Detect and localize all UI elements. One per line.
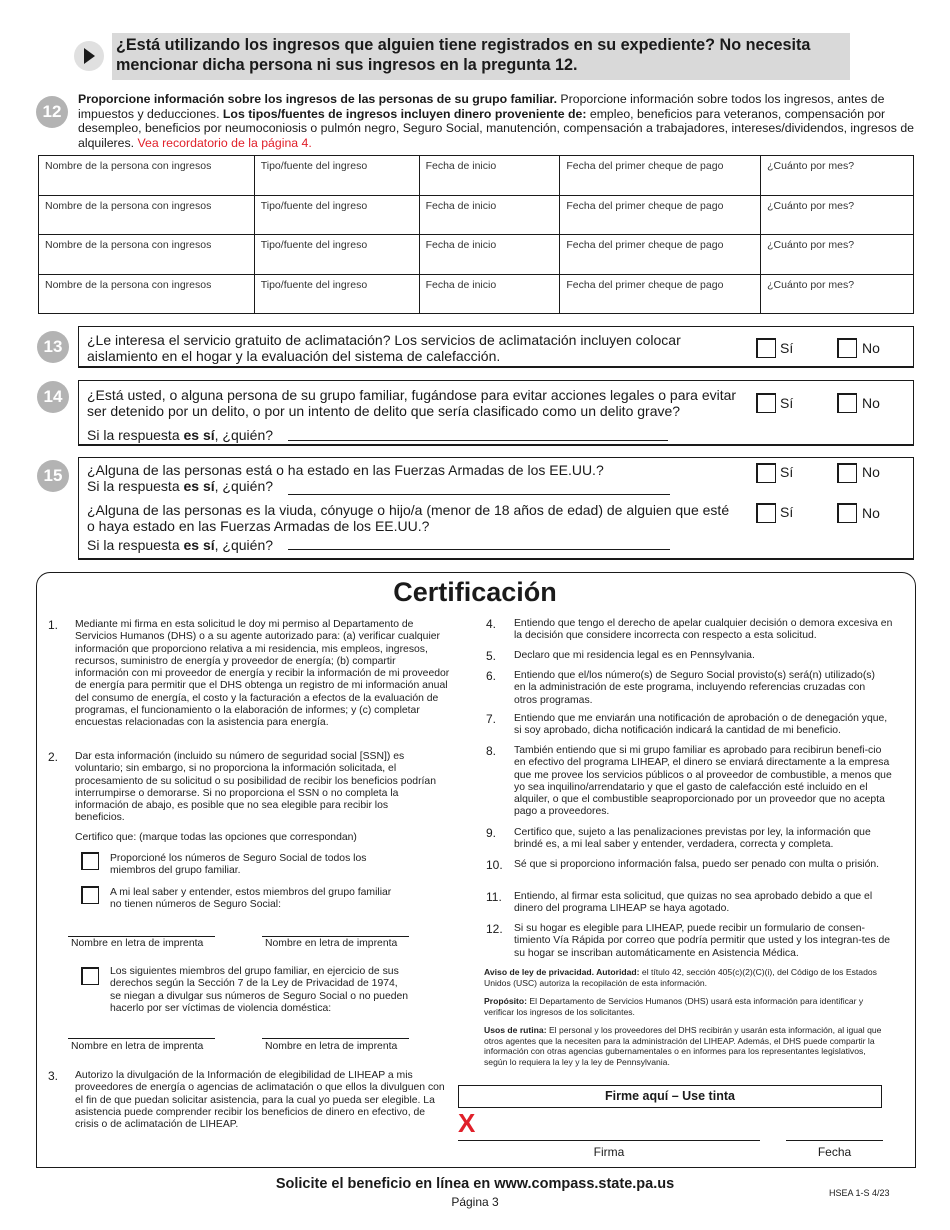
no-ssn-checkbox[interactable] bbox=[81, 886, 99, 904]
q13-no-checkbox[interactable] bbox=[837, 338, 857, 358]
apply-online-text: Solicite el beneficio en línea en www.compass.state.pa.us bbox=[275, 1176, 675, 1192]
q15a-yes-checkbox[interactable] bbox=[756, 463, 776, 483]
q14-no-checkbox[interactable] bbox=[837, 393, 857, 413]
cert-item-4: Entiendo que tengo el derecho de apelar cualquier decisión o demora excesiva en la decisión que considere incorrecta con respecto a esta solicitud. bbox=[514, 618, 893, 642]
income-table-cell[interactable]: Tipo/fuente del ingreso bbox=[254, 235, 419, 275]
q15b-text: ¿Alguna de las personas es la viuda, cónyuge o hijo/a (menor de 18 años de edad) de alguien que esté o haya estado en las Fuerzas Armadas de los EE.UU.? bbox=[87, 502, 730, 534]
cert-item-8: También entiendo que si mi grupo familiar es aprobado para recibirun benefi-cio en efectivo del programa LIHEAP, el dinero se enviará directamente a la empresa que me provee los servicios públicos o al proveedor de combustible, a menos que yo sea inquilino/arrendatario y que el gasto de calefacción esté incluido en el alquiler, o que el combustible seaproporcionado por un proveedor que no acepta pago a proveedores. bbox=[514, 745, 892, 818]
page-number: Página 3 bbox=[451, 1195, 499, 1209]
table-row bbox=[39, 235, 914, 275]
question-number-15: 15 bbox=[37, 460, 69, 492]
purpose-notice: Propósito: El Departamento de Servicios Humanos (DHS) usará esta información para identificar y verificar los ingresos de los solicitantes. bbox=[484, 996, 864, 1017]
income-table-cell[interactable]: Tipo/fuente del ingreso bbox=[254, 195, 419, 235]
income-table-cell[interactable]: Fecha del primer cheque de pago bbox=[560, 235, 761, 275]
q15b-yes-checkbox[interactable] bbox=[756, 503, 776, 523]
cert-item-11: Entiendo, al firmar esta solicitud, que quizas no sea aprobado debido a que el dinero del programa LIHEAP se haya agotado. bbox=[514, 891, 873, 915]
cert-item-10: Sé que si proporciono información falsa, puedo ser penado con multa o prisión. bbox=[514, 859, 880, 870]
no-ssn-text: A mi leal saber y entender, estos miembros del grupo familiar no tienen números de Seguro Social: bbox=[110, 887, 392, 911]
cert-item-number: 1. bbox=[48, 618, 59, 632]
cert-item-number: 5. bbox=[486, 649, 497, 663]
cert-item-1: Mediante mi firma en esta solicitud le doy mi permiso al Departamento de Servicios Humanos (DHS) o a su agente autorizado para: (a) verificar cualquier información que proporciono relativa a mi residencia, mis empleos, ingresos, recursos, suministro de energía y proveedor de energía; (b) compartir información con mi proveedor de energía y recibir la información de mi proveedor de energía para permitir que el DHS obtenga un registro de mi información anual del consumo de energía, el costo y la facturación a efectos de la evaluación de programas, el funcionamiento o la elaboración de informes; y (c) completar encuestas relacionadas con la asistencia para energía. bbox=[75, 619, 450, 729]
q15a-no-label: No bbox=[862, 464, 880, 480]
cert-item-number: 4. bbox=[486, 617, 497, 631]
table-row bbox=[39, 156, 914, 196]
print-name-label: Nombre en letra de imprenta bbox=[265, 1041, 398, 1052]
q15a-yes-label: Sí bbox=[780, 464, 794, 480]
question-number-12: 12 bbox=[36, 96, 68, 128]
q14-who-input[interactable] bbox=[288, 440, 668, 441]
cert-item-number: 11. bbox=[486, 890, 502, 904]
cert-item-2: Dar esta información (incluido su número de seguridad social [SSN]) es voluntario; sin embargo, si no proporciona la información solicitada, el procesamiento de su solicitud o su posibilidad de recibir los beneficios podrían interrumpirse o demorarse. Si no proporciona el SSN o no completa la información de abajo, es posible que no sea elegible para recibir los beneficios. bbox=[75, 751, 436, 824]
cert-item-number: 9. bbox=[486, 826, 497, 840]
income-table-cell[interactable]: Nombre de la persona con ingresos bbox=[39, 274, 255, 314]
cert-item-number: 8. bbox=[486, 744, 497, 758]
date-label: Fecha bbox=[817, 1145, 852, 1159]
income-table-cell[interactable]: Fecha de inicio bbox=[419, 156, 560, 196]
q15b-no-label: No bbox=[862, 505, 880, 521]
sign-here-banner: Firme aquí – Use tinta bbox=[458, 1085, 882, 1108]
signature-x-mark: X bbox=[458, 1108, 476, 1138]
question-number-13: 13 bbox=[37, 331, 69, 363]
print-name-label: Nombre en letra de imprenta bbox=[71, 938, 204, 949]
income-table-cell[interactable]: Fecha de inicio bbox=[419, 235, 560, 275]
cert-item-9: Certifico que, sujeto a las penalizaciones previstas por ley, la información que brindé es, a mi leal saber y entender, verdadera, correcta y completa. bbox=[514, 827, 871, 851]
question-number-14: 14 bbox=[37, 381, 69, 413]
date-input[interactable] bbox=[786, 1140, 883, 1141]
income-table-cell[interactable]: Fecha del primer cheque de pago bbox=[560, 156, 761, 196]
q13-yes-checkbox[interactable] bbox=[756, 338, 776, 358]
cert-item-5: Declaro que mi residencia legal es en Pennsylvania. bbox=[514, 650, 755, 661]
q15b-yes-label: Sí bbox=[780, 504, 794, 520]
income-on-file-notice: ¿Está utilizando los ingresos que alguien tiene registrados en su expediente? No necesita mencionar dicha persona ni sus ingresos en la pregunta 12. bbox=[112, 33, 850, 80]
income-table-cell[interactable]: Tipo/fuente del ingreso bbox=[254, 156, 419, 196]
q15a-who-input[interactable] bbox=[288, 494, 670, 495]
routine-uses-notice: Usos de rutina: El personal y los proveedores del DHS recibirán y usarán esta información, al igual que otros agentes que la necesiten para la administración del LIHEAP. Además, el DHS puede compartir la información con otras agencias gubernamentales o en informes para los representantes legislativos, según lo requiera la ley y la ley de Pennsylvania. bbox=[484, 1025, 882, 1067]
q13-no-label: No bbox=[862, 340, 880, 356]
cert-item-number: 3. bbox=[48, 1069, 59, 1083]
income-table-cell[interactable]: Fecha de inicio bbox=[419, 274, 560, 314]
table-row bbox=[39, 195, 914, 235]
ssn-provided-text: Proporcioné los números de Seguro Social de todos los miembros del grupo familiar. bbox=[110, 853, 367, 877]
cert-item-number: 12. bbox=[486, 922, 503, 936]
income-table-cell[interactable]: Fecha del primer cheque de pago bbox=[560, 274, 761, 314]
print-name-label: Nombre en letra de imprenta bbox=[71, 1041, 204, 1052]
cert-item-number: 2. bbox=[48, 750, 59, 764]
ssn-provided-checkbox[interactable] bbox=[81, 852, 99, 870]
q14-no-label: No bbox=[862, 395, 880, 411]
income-table-cell[interactable]: ¿Cuánto por mes? bbox=[761, 235, 914, 275]
cert-item-6: Entiendo que el/los número(s) de Seguro Social provisto(s) será(n) utilizado(s) en la administración de este programa, incluyendo referencias cruzadas con otros programas. bbox=[514, 670, 875, 706]
q13-text: ¿Le interesa el servicio gratuito de aclimatación? Los servicios de aclimatación incluyen colocar aislamiento en el hogar y la evaluación del sistema de calefacción. bbox=[87, 332, 681, 364]
cert-item-12: Si su hogar es elegible para LIHEAP, puede recibir un formulario de consen-timiento Vía Rápida por correo que podría permitir que usted y los integran-tes de su hogar se inscriban automáticamente en Asistencia Médica. bbox=[514, 923, 891, 959]
print-name-line[interactable] bbox=[262, 1038, 409, 1039]
privacy-notice: Aviso de ley de privacidad. Autoridad: el título 42, sección 405(c)(2)(C)(i), del Código de los Estados Unidos (USC) autoriza la recopilación de esta información. bbox=[484, 967, 877, 988]
reminder-link[interactable]: Vea recordatorio de la página 4. bbox=[137, 135, 312, 150]
q15b-no-checkbox[interactable] bbox=[837, 503, 857, 523]
certification-title: Certificación bbox=[393, 577, 557, 607]
certify-instructions: Certifico que: (marque todas las opciones que correspondan) bbox=[75, 832, 357, 843]
income-table-cell[interactable]: Fecha del primer cheque de pago bbox=[560, 195, 761, 235]
signature-label: Firma bbox=[593, 1145, 625, 1159]
q15a-text: ¿Alguna de las personas está o ha estado en las Fuerzas Armadas de los EE.UU.? bbox=[87, 462, 604, 478]
income-table-cell[interactable]: Tipo/fuente del ingreso bbox=[254, 274, 419, 314]
q13-yes-label: Sí bbox=[780, 340, 794, 356]
income-table-cell[interactable]: ¿Cuánto por mes? bbox=[761, 195, 914, 235]
income-table-cell[interactable]: Fecha de inicio bbox=[419, 195, 560, 235]
cert-item-3: Autorizo la divulgación de la Información de elegibilidad de LIHEAP a mis proveedores de energía o agencias de aclimatación o que ellos la divulguen con el fin de que puedan solicitar asistencia, para la cual yo pueda ser elegible. La asistencia puede comprender recibir los beneficios de dinero en efectivo, de crisis o de aclimatación de LIHEAP. bbox=[75, 1070, 445, 1131]
q14-yes-label: Sí bbox=[780, 395, 794, 411]
form-code: HSEA 1-S 4/23 bbox=[829, 1188, 890, 1198]
cert-item-number: 10. bbox=[486, 858, 503, 872]
print-name-line[interactable] bbox=[262, 936, 409, 937]
q12-instructions: Proporcione información sobre los ingresos de las personas de su grupo familiar. Proporcione información sobre todos los ingresos, antes de impuestos y deducciones. Los tipos/fuentes de ingresos incluyen dinero proveniente de: empleo, beneficios para veteranos, compensación por desempleo, beneficios por neumoconiosis o pulmón negro, Seguro Social, manutención, compensación a trabajadores, intereses/dividendos, ingresos de alquileres. Vea recordatorio de la página 4. bbox=[78, 92, 915, 150]
income-table-cell[interactable]: ¿Cuánto por mes? bbox=[761, 274, 914, 314]
signature-input[interactable] bbox=[458, 1140, 760, 1141]
q15b-who-input[interactable] bbox=[288, 549, 670, 550]
income-table-cell[interactable]: ¿Cuánto por mes? bbox=[761, 156, 914, 196]
table-row bbox=[39, 274, 914, 314]
print-name-label: Nombre en letra de imprenta bbox=[265, 938, 398, 949]
q14-who-label: Si la respuesta es sí, ¿quién? bbox=[87, 427, 274, 443]
q15b-who-label: Si la respuesta es sí, ¿quién? bbox=[87, 537, 274, 553]
print-name-line[interactable] bbox=[68, 1038, 215, 1039]
print-name-line[interactable] bbox=[68, 936, 215, 937]
income-table-cell[interactable]: Nombre de la persona con ingresos bbox=[39, 156, 255, 196]
q15a-no-checkbox[interactable] bbox=[837, 463, 857, 483]
privacy-refusal-checkbox[interactable] bbox=[81, 967, 99, 985]
income-table-cell[interactable]: Nombre de la persona con ingresos bbox=[39, 195, 255, 235]
cert-item-7: Entiendo que me enviarán una notificación de aprobación o de denegación yque, si soy aprobado, dicha notificación indicará la cantidad de mi beneficio. bbox=[514, 713, 888, 737]
q14-text: ¿Está usted, o alguna persona de su grupo familiar, fugándose para evitar acciones legales o para evitar ser detenido por un delito, o por un intento de delito que sería clasificado como un delito grave? bbox=[87, 387, 737, 419]
q15a-who-label: Si la respuesta es sí, ¿quién? bbox=[87, 478, 274, 494]
cert-item-number: 7. bbox=[486, 712, 497, 726]
cert-item-number: 6. bbox=[486, 669, 497, 683]
privacy-refusal-text: Los siguientes miembros del grupo familiar, en ejercicio de sus derechos según la Sección 7 de la Ley de Privacidad de 1974, se niegan a divulgar sus números de Seguro Social o no pueden hacerlo por ser víctimas de violencia doméstica: bbox=[110, 966, 409, 1014]
income-table-cell[interactable]: Nombre de la persona con ingresos bbox=[39, 235, 255, 275]
arrow-right-icon bbox=[74, 41, 104, 71]
income-table bbox=[38, 155, 914, 314]
q14-yes-checkbox[interactable] bbox=[756, 393, 776, 413]
